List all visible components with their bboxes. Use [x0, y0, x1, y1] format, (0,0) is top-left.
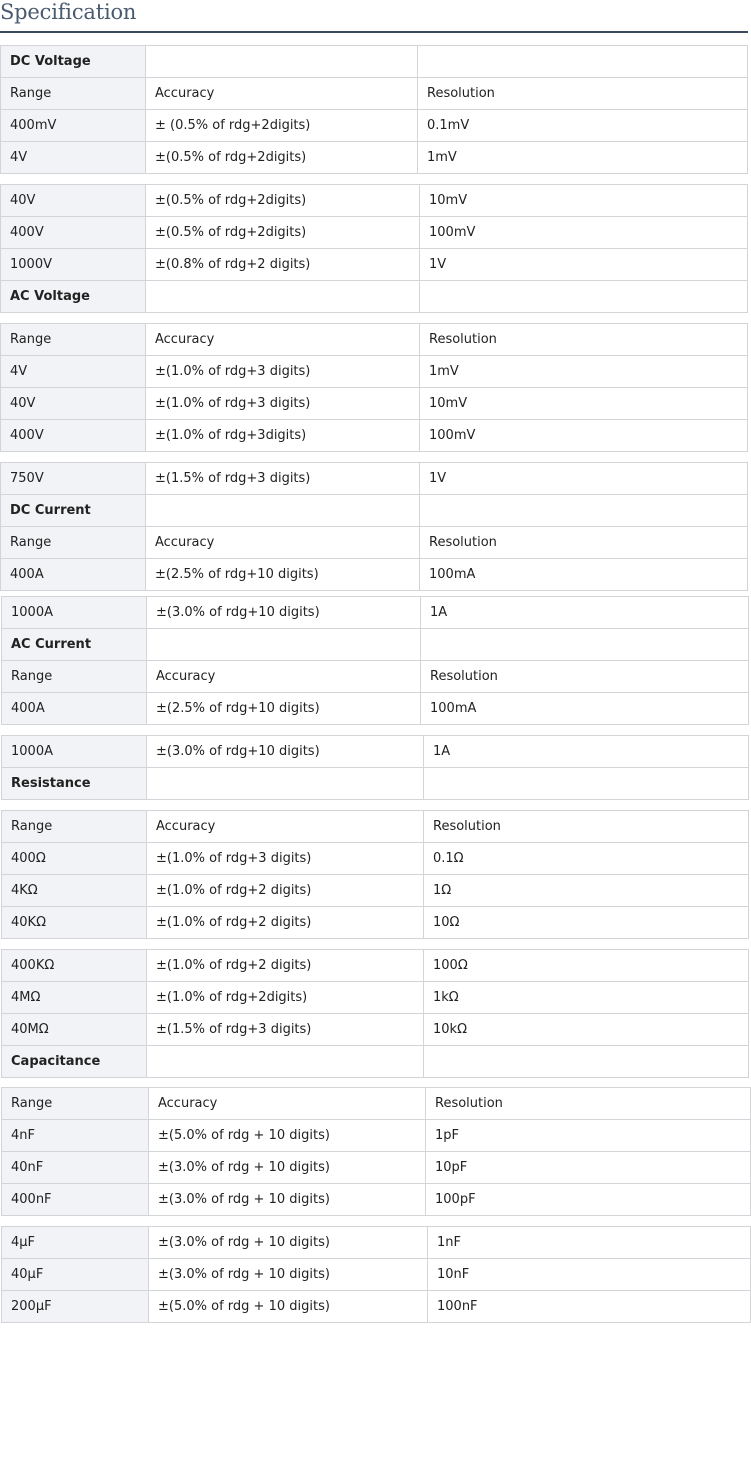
range-cell: 200µF [2, 1291, 149, 1323]
accuracy-cell: Accuracy [149, 1088, 426, 1120]
accuracy-cell: ±(1.0% of rdg+3digits) [146, 420, 420, 452]
table-row [2, 1291, 751, 1323]
range-cell: Range [1, 78, 146, 110]
section-header-row [2, 1046, 749, 1078]
resolution-cell: 100nF [428, 1291, 751, 1323]
spec-table [1, 810, 749, 939]
resolution-cell [421, 629, 749, 661]
resolution-cell: Resolution [420, 527, 748, 559]
accuracy-cell [146, 495, 420, 527]
range-cell: 400V [1, 420, 146, 452]
spec-table [0, 462, 748, 591]
resolution-cell: 10pF [426, 1152, 751, 1184]
range-cell: Range [2, 661, 147, 693]
resolution-cell: 0.1mV [418, 110, 748, 142]
table-row [2, 875, 749, 907]
accuracy-cell: ±(2.5% of rdg+10 digits) [146, 559, 420, 591]
range-cell: 400nF [2, 1184, 149, 1216]
section-header-row [2, 629, 749, 661]
table-row [2, 1227, 751, 1259]
table-row [2, 693, 749, 725]
accuracy-cell: ±(3.0% of rdg + 10 digits) [149, 1227, 428, 1259]
resolution-cell [424, 768, 749, 800]
table-row [1, 559, 748, 591]
spec-table [0, 45, 748, 174]
range-cell: 400A [1, 559, 146, 591]
accuracy-cell: ±(3.0% of rdg+10 digits) [147, 736, 424, 768]
resolution-cell: 100mA [421, 693, 749, 725]
table-row [1, 249, 748, 281]
table-row [2, 1184, 751, 1216]
resolution-cell: 10nF [428, 1259, 751, 1291]
spec-table [0, 323, 748, 452]
accuracy-cell: ±(0.5% of rdg+2digits) [146, 142, 418, 174]
range-cell: 400A [2, 693, 147, 725]
spec-table [1, 596, 749, 725]
accuracy-cell: ±(3.0% of rdg + 10 digits) [149, 1152, 426, 1184]
resolution-cell: 1A [424, 736, 749, 768]
accuracy-cell [146, 46, 418, 78]
table-row [1, 420, 748, 452]
resolution-cell: 10kΩ [424, 1014, 749, 1046]
section-title: AC Current [2, 629, 147, 661]
page-title: Specification [0, 0, 748, 33]
table-row [2, 661, 749, 693]
section-header-row [1, 495, 748, 527]
range-cell: Range [2, 811, 147, 843]
resolution-cell: 100mV [420, 217, 748, 249]
resolution-cell: 1V [420, 249, 748, 281]
accuracy-cell: Accuracy [147, 661, 421, 693]
resolution-cell: 100mV [420, 420, 748, 452]
resolution-cell: 1A [421, 597, 749, 629]
accuracy-cell: ±(1.5% of rdg+3 digits) [147, 1014, 424, 1046]
section-title: DC Current [1, 495, 146, 527]
table-row [2, 950, 749, 982]
range-cell: 400Ω [2, 843, 147, 875]
table-row [2, 1259, 751, 1291]
range-cell: 4KΩ [2, 875, 147, 907]
accuracy-cell [146, 281, 420, 313]
table-row [2, 811, 749, 843]
table-row [2, 1014, 749, 1046]
accuracy-cell: ±(2.5% of rdg+10 digits) [147, 693, 421, 725]
table-row [2, 907, 749, 939]
resolution-cell: Resolution [421, 661, 749, 693]
accuracy-cell [147, 1046, 424, 1078]
table-row [1, 324, 748, 356]
accuracy-cell: ±(3.0% of rdg + 10 digits) [149, 1259, 428, 1291]
table-row [2, 1120, 751, 1152]
resolution-cell [420, 281, 748, 313]
resolution-cell: 0.1Ω [424, 843, 749, 875]
resolution-cell: 10mV [420, 185, 748, 217]
spec-table [1, 949, 749, 1078]
range-cell: 400KΩ [2, 950, 147, 982]
table-row [1, 217, 748, 249]
table-row [1, 463, 748, 495]
accuracy-cell: ±(5.0% of rdg + 10 digits) [149, 1291, 428, 1323]
table-row [2, 597, 749, 629]
accuracy-cell [147, 768, 424, 800]
spec-table [1, 735, 749, 800]
spec-table [1, 1226, 751, 1323]
accuracy-cell: ±(0.8% of rdg+2 digits) [146, 249, 420, 281]
accuracy-cell: ±(5.0% of rdg + 10 digits) [149, 1120, 426, 1152]
accuracy-cell: ±(3.0% of rdg+10 digits) [147, 597, 421, 629]
range-cell: 40KΩ [2, 907, 147, 939]
accuracy-cell: ±(1.0% of rdg+3 digits) [146, 388, 420, 420]
resolution-cell: 100Ω [424, 950, 749, 982]
resolution-cell [418, 46, 748, 78]
table-row [2, 736, 749, 768]
range-cell: 40V [1, 185, 146, 217]
spec-table [1, 1087, 751, 1216]
accuracy-cell: ±(1.0% of rdg+2 digits) [147, 907, 424, 939]
table-row [2, 1088, 751, 1120]
resolution-cell: 1Ω [424, 875, 749, 907]
section-header-row [2, 768, 749, 800]
accuracy-cell: ±(3.0% of rdg + 10 digits) [149, 1184, 426, 1216]
range-cell: 4V [1, 142, 146, 174]
table-row [1, 388, 748, 420]
section-title: Resistance [2, 768, 147, 800]
resolution-cell [424, 1046, 749, 1078]
resolution-cell: Resolution [426, 1088, 751, 1120]
table-row [1, 527, 748, 559]
resolution-cell: Resolution [420, 324, 748, 356]
section-header-row [1, 281, 748, 313]
accuracy-cell: ±(1.0% of rdg+2 digits) [147, 950, 424, 982]
resolution-cell: 1V [420, 463, 748, 495]
resolution-cell: Resolution [418, 78, 748, 110]
resolution-cell: 1mV [418, 142, 748, 174]
section-title: Capacitance [2, 1046, 147, 1078]
range-cell: 40V [1, 388, 146, 420]
range-cell: 400mV [1, 110, 146, 142]
resolution-cell: 10mV [420, 388, 748, 420]
range-cell: 40µF [2, 1259, 149, 1291]
table-row [1, 110, 748, 142]
table-row [2, 982, 749, 1014]
table-row [1, 185, 748, 217]
spec-table [0, 184, 748, 313]
accuracy-cell [147, 629, 421, 661]
accuracy-cell: ±(1.0% of rdg+2 digits) [147, 875, 424, 907]
table-row [1, 78, 748, 110]
range-cell: 4MΩ [2, 982, 147, 1014]
range-cell: Range [1, 527, 146, 559]
resolution-cell: 100mA [420, 559, 748, 591]
resolution-cell: 10Ω [424, 907, 749, 939]
range-cell: Range [2, 1088, 149, 1120]
range-cell: 1000V [1, 249, 146, 281]
accuracy-cell: ±(0.5% of rdg+2digits) [146, 217, 420, 249]
range-cell: Range [1, 324, 146, 356]
accuracy-cell: Accuracy [146, 78, 418, 110]
resolution-cell [420, 495, 748, 527]
accuracy-cell: ± (0.5% of rdg+2digits) [146, 110, 418, 142]
resolution-cell: 1pF [426, 1120, 751, 1152]
accuracy-cell: ±(1.0% of rdg+2digits) [147, 982, 424, 1014]
resolution-cell: 1mV [420, 356, 748, 388]
resolution-cell: Resolution [424, 811, 749, 843]
range-cell: 1000A [2, 736, 147, 768]
table-row [2, 843, 749, 875]
accuracy-cell: ±(0.5% of rdg+2digits) [146, 185, 420, 217]
accuracy-cell: ±(1.0% of rdg+3 digits) [146, 356, 420, 388]
accuracy-cell: ±(1.0% of rdg+3 digits) [147, 843, 424, 875]
table-row [2, 1152, 751, 1184]
resolution-cell: 1kΩ [424, 982, 749, 1014]
range-cell: 750V [1, 463, 146, 495]
resolution-cell: 1nF [428, 1227, 751, 1259]
section-title: AC Voltage [1, 281, 146, 313]
range-cell: 400V [1, 217, 146, 249]
section-title: DC Voltage [1, 46, 146, 78]
range-cell: 4nF [2, 1120, 149, 1152]
range-cell: 1000A [2, 597, 147, 629]
range-cell: 4µF [2, 1227, 149, 1259]
accuracy-cell: Accuracy [147, 811, 424, 843]
table-row [1, 356, 748, 388]
accuracy-cell: Accuracy [146, 324, 420, 356]
section-header-row [1, 46, 748, 78]
range-cell: 40nF [2, 1152, 149, 1184]
table-row [1, 142, 748, 174]
range-cell: 4V [1, 356, 146, 388]
range-cell: 40MΩ [2, 1014, 147, 1046]
accuracy-cell: ±(1.5% of rdg+3 digits) [146, 463, 420, 495]
accuracy-cell: Accuracy [146, 527, 420, 559]
resolution-cell: 100pF [426, 1184, 751, 1216]
